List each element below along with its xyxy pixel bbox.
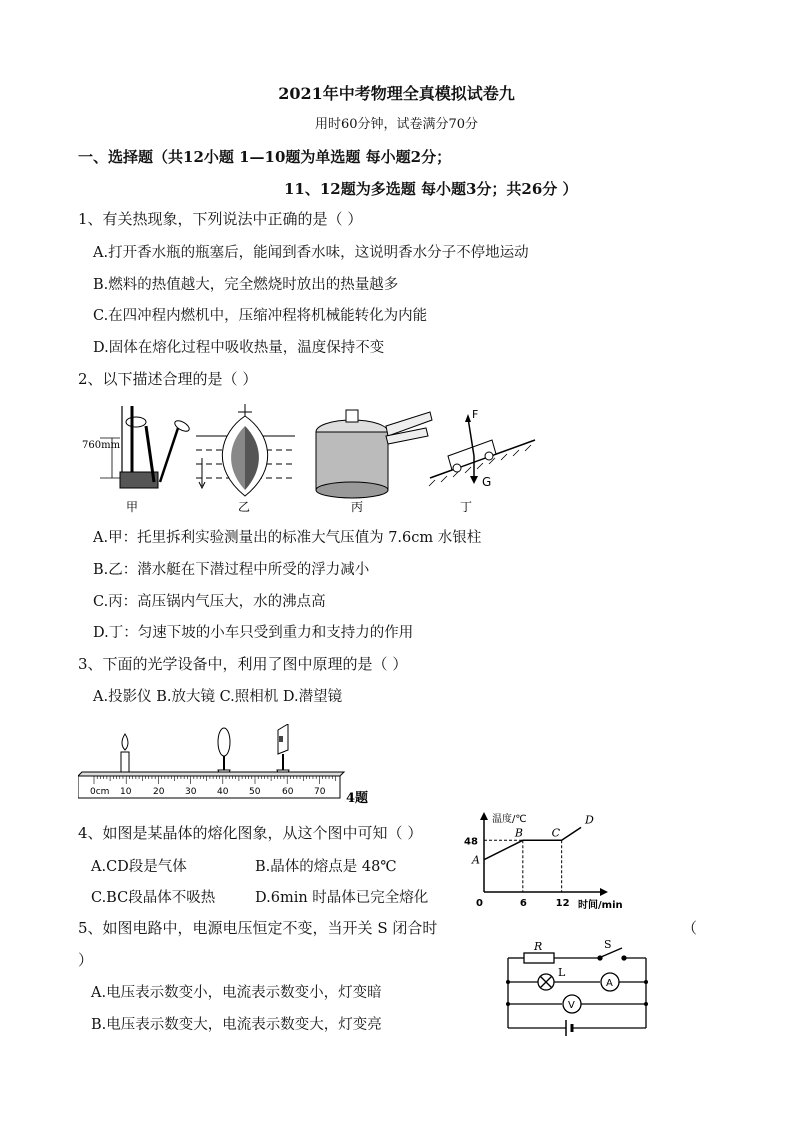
bench-tick-30: 30 — [185, 787, 197, 797]
convex-lens-icon — [218, 728, 230, 776]
question-4-option-c: C.BC段晶体不吸热 — [91, 890, 216, 906]
question-4-option-d: D.6min 时晶体已完全熔化 — [255, 890, 429, 906]
chart-point-c: C — [551, 826, 561, 840]
bench-tick-40: 40 — [217, 787, 229, 797]
bench-tick-20: 20 — [153, 787, 165, 797]
submarine-diagram — [196, 404, 295, 496]
ammeter-label: A — [606, 978, 613, 989]
voltmeter-label: V — [568, 1000, 575, 1011]
height-label: 760mm — [82, 440, 121, 451]
question-1-stem: 1、有关热现象，下列说法中正确的是（ ） — [78, 210, 363, 228]
question-2-option-c: C.丙：高压锅内气压大，水的沸点高 — [93, 594, 326, 610]
screen-icon — [277, 724, 289, 776]
caption-ding: 丁 — [460, 500, 473, 514]
caption-bing: 丙 — [351, 500, 364, 514]
question-1-option-c: C.在四冲程内燃机中，压缩冲程将机械能转化为内能 — [93, 308, 428, 324]
question-1-option-a: A.打开香水瓶的瓶塞后，能闻到香水味，这说明香水分子不停地运动 — [93, 245, 529, 261]
bench-tick-60: 60 — [282, 787, 294, 797]
chart-xlabel: 时间/min — [578, 900, 623, 911]
question-3-stem: 3、下面的光学设备中，利用了图中原理的是（ ） — [78, 655, 408, 673]
question-2-option-a: A.甲：托里拆利实验测量出的标准大气压值为 7.6cm 水银柱 — [93, 530, 482, 546]
chart-series-line — [484, 827, 581, 859]
section-heading-line2: 11、12题为多选题 每小题3分；共26分 ） — [284, 180, 578, 198]
question-5-paren-close: ） — [78, 951, 94, 969]
chart-ylabel: 温度/℃ — [492, 814, 527, 825]
melting-chart — [462, 808, 642, 912]
torricelli-diagram — [82, 406, 191, 488]
question-2-figure — [80, 398, 540, 516]
figure-caption-4: 4题 — [346, 791, 369, 806]
cart-on-slope-diagram — [429, 408, 535, 489]
chart-y-tick-48: 48 — [464, 836, 478, 848]
question-3-options: A.投影仪 B.放大镜 C.照相机 D.潜望镜 — [93, 689, 343, 705]
question-2-stem: 2、以下描述合理的是（ ） — [78, 370, 258, 388]
caption-yi: 乙 — [238, 500, 251, 514]
resistor-icon — [524, 953, 554, 963]
candle-icon — [121, 734, 129, 776]
question-5-stem: 5、如图电路中，电源电压恒定不变，当开关 S 闭合时 — [78, 919, 438, 937]
chart-point-d: D — [585, 813, 594, 827]
question-4-option-b: B.晶体的熔点是 48℃ — [255, 859, 397, 875]
chart-origin: 0 — [476, 898, 483, 909]
page-subtitle: 用时60分钟，试卷满分70分 — [314, 117, 479, 132]
bench-tick-10: 10 — [120, 787, 132, 797]
question-2-option-b: B.乙：潜水艇在下潜过程中所受的浮力减小 — [93, 562, 370, 578]
question-1-option-d: D.固体在熔化过程中吸收热量，温度保持不变 — [93, 340, 385, 356]
question-4-stem: 4、如图是某晶体的熔化图象，从这个图中可知（ ） — [78, 824, 423, 842]
force-g-label: G — [482, 475, 492, 489]
circuit-diagram — [500, 938, 660, 1038]
switch-label: S — [604, 938, 612, 951]
question-1-option-b: B.燃料的热值越大，完全燃烧时放出的热量越多 — [93, 277, 399, 293]
page-title: 2021年中考物理全真模拟试卷九 — [278, 84, 515, 103]
lamp-label: L — [558, 966, 566, 979]
bench-tick-0: 0cm — [90, 787, 110, 797]
pressure-cooker-diagram — [316, 410, 432, 498]
chart-x-tick-12: 12 — [555, 898, 570, 909]
caption-jia: 甲 — [126, 500, 139, 514]
optical-bench-figure — [78, 724, 378, 808]
question-5-option-a: A.电压表示数变小，电流表示数变小，灯变暗 — [91, 985, 382, 1001]
chart-point-b: B — [514, 826, 523, 840]
chart-point-a: A — [472, 853, 480, 867]
question-4-option-a: A.CD段是气体 — [91, 859, 187, 875]
chart-x-tick-6: 6 — [519, 898, 527, 909]
question-5-option-b: B.电压表示数变大，电流表示数变大，灯变亮 — [91, 1017, 382, 1033]
bench-tick-70: 70 — [314, 787, 326, 797]
bench-tick-50: 50 — [249, 787, 261, 797]
question-5-paren-open: （ — [682, 919, 698, 937]
resistor-label: R — [534, 940, 543, 953]
question-2-option-d: D.丁：匀速下坡的小车只受到重力和支持力的作用 — [93, 625, 414, 641]
force-f-label: F — [472, 408, 479, 421]
section-heading-line1: 一、选择题（共12小题 1—10题为单选题 每小题2分； — [78, 148, 452, 166]
